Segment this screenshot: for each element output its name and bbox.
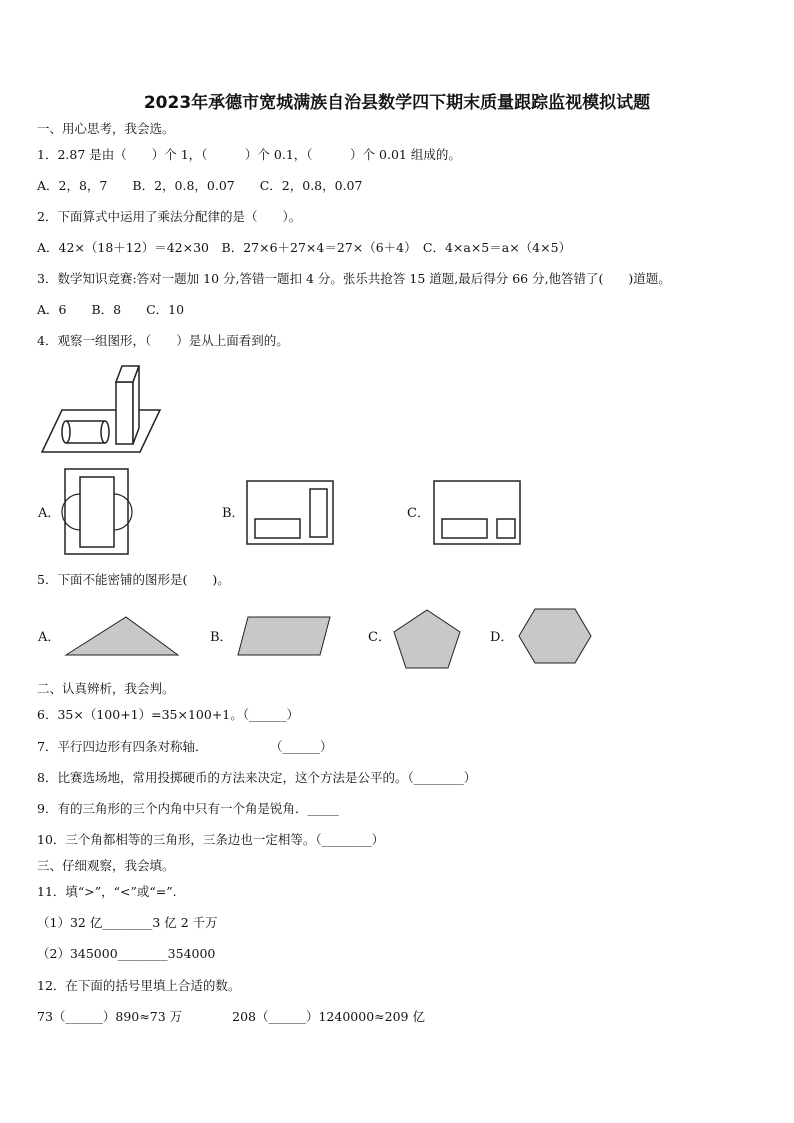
q4-option-a-label: A． <box>38 506 61 521</box>
question-11-part-2: （2）345000________354000 <box>37 946 216 961</box>
question-2-options: A．42×（18＋12）＝42×30 B．27×6＋27×4＝27×（6＋4） C．4×a×5＝a×（4×5） <box>37 240 572 255</box>
q5-pentagon-figure <box>392 608 462 670</box>
q4-option-a-figure <box>64 468 130 556</box>
q5-option-c-label: C． <box>368 630 391 645</box>
question-11-part-1: （1）32 亿________3 亿 2 千万 <box>37 915 218 930</box>
question-6: 6．35×（100+1）=35×100+1。（______） <box>37 707 300 722</box>
q4-option-b-figure <box>246 480 335 546</box>
question-9: 9．有的三角形的三个内角中只有一个角是锐角．_____ <box>37 801 339 816</box>
section-1-heading: 一、用心思考，我会选。 <box>37 121 175 136</box>
q5-option-b-label: B． <box>210 630 233 645</box>
question-7: 7．平行四边形有四条对称轴． （______） <box>37 739 333 754</box>
q5-parallelogram-figure <box>236 615 332 657</box>
question-8: 8．比赛选场地，常用投掷硬币的方法来决定，这个方法是公平的。（________） <box>37 770 477 785</box>
q4-option-c-label: C． <box>407 506 430 521</box>
question-3: 3．数学知识竞赛:答对一题加 10 分,答错一题扣 4 分。张乐共抢答 15 道题,最后得分 66 分,他答错了( )道题。 <box>37 271 671 286</box>
page-title: 2023年承德市宽城满族自治县数学四下期末质量跟踪监视模拟试题 <box>143 93 651 113</box>
section-3-heading: 三、仔细观察，我会填。 <box>37 858 175 873</box>
question-2: 2．下面算式中运用了乘法分配律的是（ ）。 <box>37 209 302 224</box>
q4-3d-figure <box>40 360 165 455</box>
question-12-items: 73（______）890≈73 万 208（______）1240000≈209 亿 <box>37 1009 425 1024</box>
q5-triangle-figure <box>64 615 180 657</box>
q4-option-c-figure <box>433 480 522 546</box>
q5-hexagon-figure <box>517 607 593 665</box>
question-1: 1．2.87 是由（ ）个 1，（ ）个 0.1，（ ）个 0.01 组成的。 <box>37 147 461 162</box>
section-2-heading: 二、认真辨析，我会判。 <box>37 681 175 696</box>
question-12: 12．在下面的括号里填上合适的数。 <box>37 978 241 993</box>
q4-option-b-label: B． <box>222 506 245 521</box>
question-1-options: A．2，8，7 B．2，0.8，0.07 C．2，0.8，0.07 <box>37 178 363 193</box>
q5-option-d-label: D． <box>490 630 514 645</box>
question-4: 4．观察一组图形，（ ）是从上面看到的。 <box>37 333 289 348</box>
question-3-options: A．6 B．8 C．10 <box>37 302 185 317</box>
question-5: 5．下面不能密铺的图形是( )。 <box>37 572 230 587</box>
q5-option-a-label: A． <box>38 630 61 645</box>
question-10: 10．三个角都相等的三角形，三条边也一定相等。（________） <box>37 832 385 847</box>
question-11: 11．填“>”，“<”或“=”. <box>37 884 177 899</box>
